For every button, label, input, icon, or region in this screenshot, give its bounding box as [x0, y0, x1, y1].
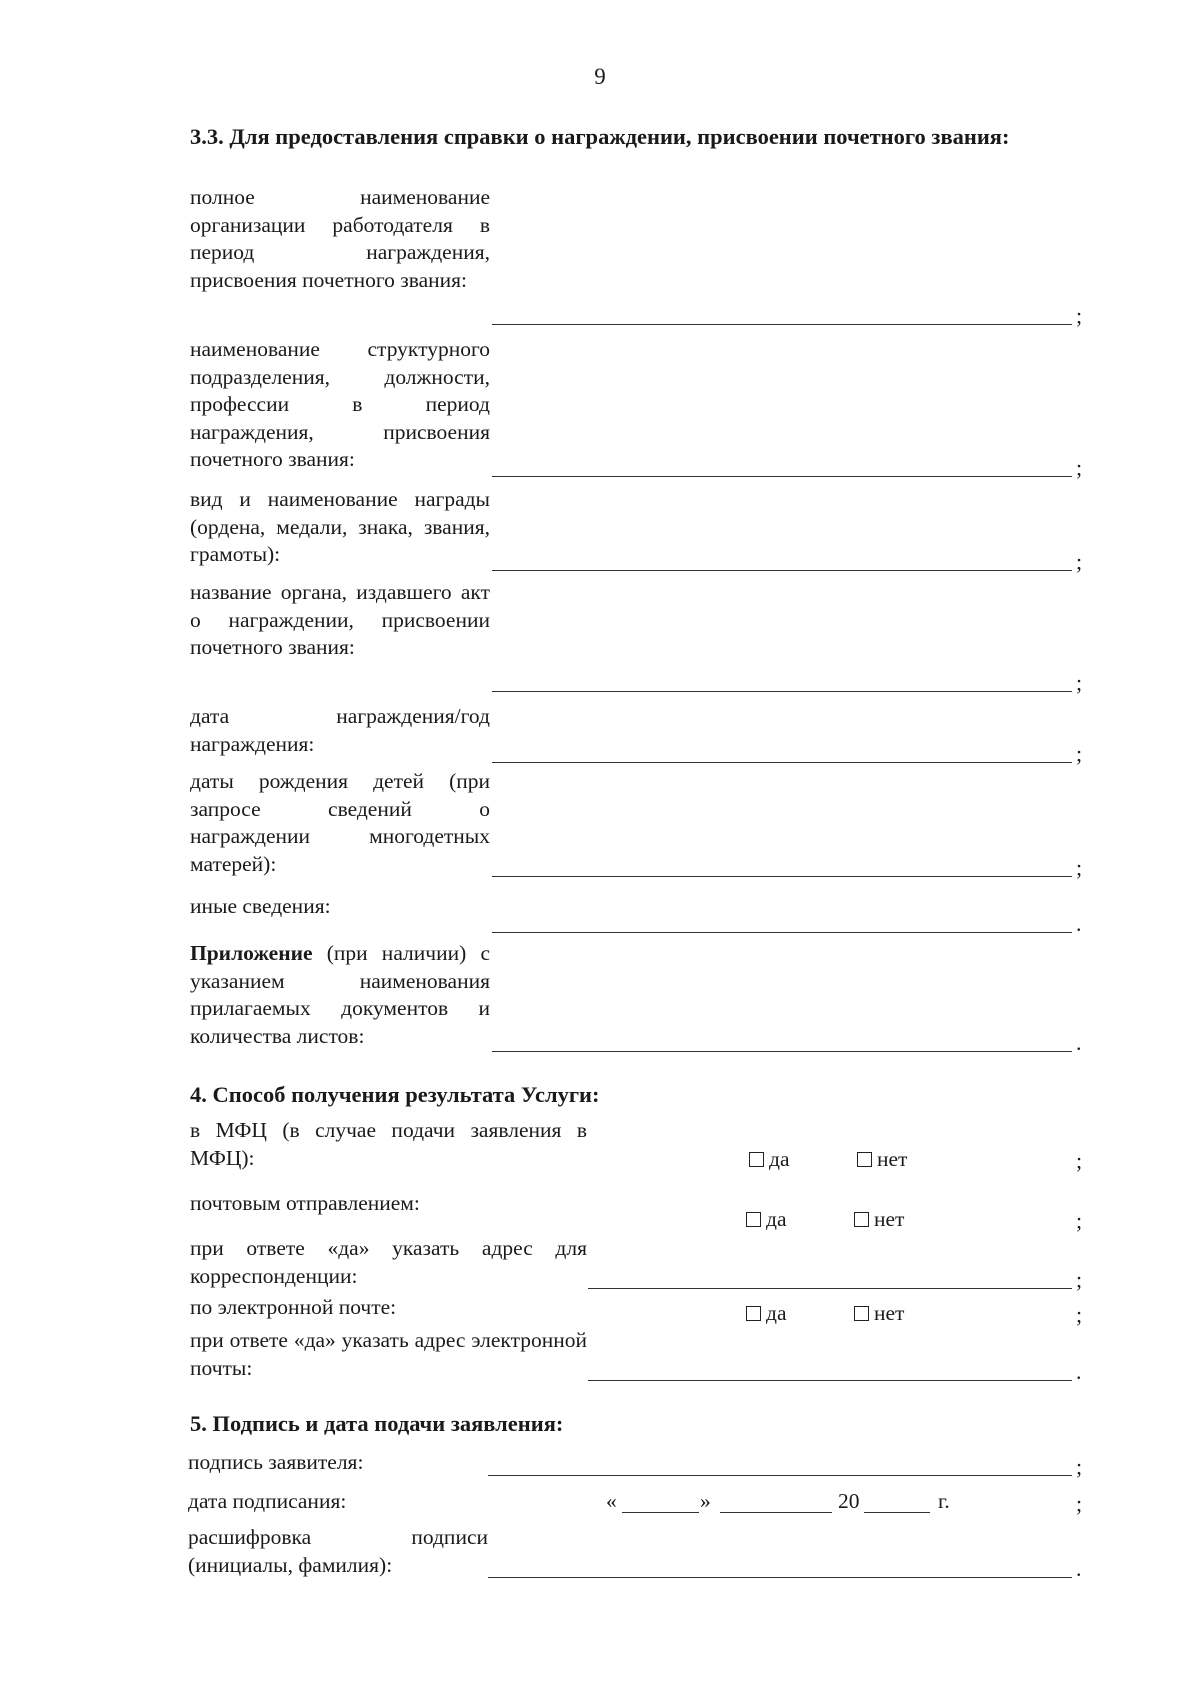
option-email-no[interactable]: [854, 1301, 904, 1325]
label-post-address: при ответе «да» указать адрес для корреспонденции:: [190, 1236, 587, 1288]
label-issuing-authority: название органа, издавшего акт о награждении, присвоении почетного звания:: [190, 580, 490, 659]
label-attachment: [190, 940, 490, 1050]
attachment-text: (при наличии) с указанием наименования прилагаемых документов и количества листов:: [190, 941, 490, 1048]
label-email-address: при ответе «да» указать адрес электронной почты:: [190, 1328, 587, 1380]
semicolon: ;: [1076, 1208, 1083, 1233]
option-label: нет: [874, 1207, 905, 1231]
checkbox-icon[interactable]: [857, 1152, 872, 1167]
section-5-heading: 5. Подпись и дата подачи заявления:: [190, 1411, 564, 1436]
option-label: нет: [874, 1301, 905, 1325]
section-4-heading: 4. Способ получения результата Услуги:: [190, 1082, 600, 1107]
label-award-type: вид и наименование награды (ордена, медали, знака, звания, грамоты):: [190, 487, 490, 566]
option-label: да: [766, 1207, 787, 1231]
attachment-bold: Приложение: [190, 941, 313, 965]
semicolon: ;: [1076, 855, 1083, 880]
option-label: да: [766, 1301, 787, 1325]
label-email: по электронной почте:: [190, 1295, 397, 1319]
option-post-yes[interactable]: [746, 1207, 786, 1231]
label-sign-date: дата подписания:: [188, 1489, 347, 1513]
field-other-info[interactable]: [492, 932, 1072, 933]
field-email-address[interactable]: [588, 1380, 1072, 1381]
semicolon: ;: [1076, 670, 1083, 695]
label-post: почтовым отправлением:: [190, 1191, 420, 1215]
period: .: [1076, 911, 1082, 936]
label-employer-name: полное наименование организации работодателя в период награждения, присвоения почетного звания:: [190, 185, 490, 292]
field-children-birthdates[interactable]: [492, 876, 1072, 877]
field-post-address[interactable]: [588, 1288, 1072, 1289]
section-3-3-heading: 3.3. Для предоставления справки о награждении, присвоении почетного звания:: [190, 124, 1010, 149]
field-award-type[interactable]: [492, 570, 1072, 571]
label-children-birthdates: даты рождения детей (при запросе сведений о награждении многодетных матерей):: [190, 769, 490, 876]
semicolon: ;: [1076, 1148, 1083, 1173]
option-label: да: [769, 1147, 790, 1171]
page-number: 9: [594, 64, 606, 89]
field-year[interactable]: [864, 1512, 930, 1513]
semicolon: ;: [1076, 1302, 1083, 1327]
semicolon: ;: [1076, 303, 1083, 328]
field-month[interactable]: [720, 1512, 832, 1513]
field-signature-decoding[interactable]: [488, 1577, 1072, 1578]
label-signature: подпись заявителя:: [188, 1450, 364, 1474]
field-award-date[interactable]: [492, 762, 1072, 763]
checkbox-icon[interactable]: [749, 1152, 764, 1167]
period: .: [1076, 1359, 1082, 1384]
semicolon: ;: [1076, 455, 1083, 480]
period: .: [1076, 1030, 1082, 1055]
year-prefix: 20: [838, 1489, 860, 1513]
field-department-position[interactable]: [492, 476, 1072, 477]
semicolon: ;: [1076, 1454, 1083, 1479]
label-mfc: в МФЦ (в случае подачи заявления в МФЦ):: [190, 1118, 587, 1170]
field-signature[interactable]: [488, 1475, 1072, 1476]
option-mfc-no[interactable]: [857, 1147, 907, 1171]
label-signature-decoding: расшифровка подписи (инициалы, фамилия):: [188, 1525, 488, 1577]
date-quote-open: «: [606, 1489, 617, 1513]
field-issuing-authority[interactable]: [492, 691, 1072, 692]
label-department-position: наименование структурного подразделения, должности, профессии в период награждения, присвоения почетного звания:: [190, 337, 490, 471]
checkbox-icon[interactable]: [746, 1212, 761, 1227]
checkbox-icon[interactable]: [746, 1306, 761, 1321]
semicolon: ;: [1076, 1491, 1083, 1516]
option-label: нет: [877, 1147, 908, 1171]
semicolon: ;: [1076, 1267, 1083, 1292]
field-employer-name[interactable]: [492, 324, 1072, 325]
period: .: [1076, 1556, 1082, 1581]
date-quote-close: »: [700, 1489, 711, 1513]
semicolon: ;: [1076, 741, 1083, 766]
checkbox-icon[interactable]: [854, 1212, 869, 1227]
field-attachment[interactable]: [492, 1051, 1072, 1052]
checkbox-icon[interactable]: [854, 1306, 869, 1321]
label-other-info: иные сведения:: [190, 894, 331, 918]
year-suffix: г.: [938, 1489, 950, 1513]
field-day[interactable]: [622, 1512, 699, 1513]
semicolon: ;: [1076, 549, 1083, 574]
label-award-date: дата награждения/год награждения:: [190, 704, 490, 756]
option-mfc-yes[interactable]: [749, 1147, 789, 1171]
option-email-yes[interactable]: [746, 1301, 786, 1325]
option-post-no[interactable]: [854, 1207, 904, 1231]
